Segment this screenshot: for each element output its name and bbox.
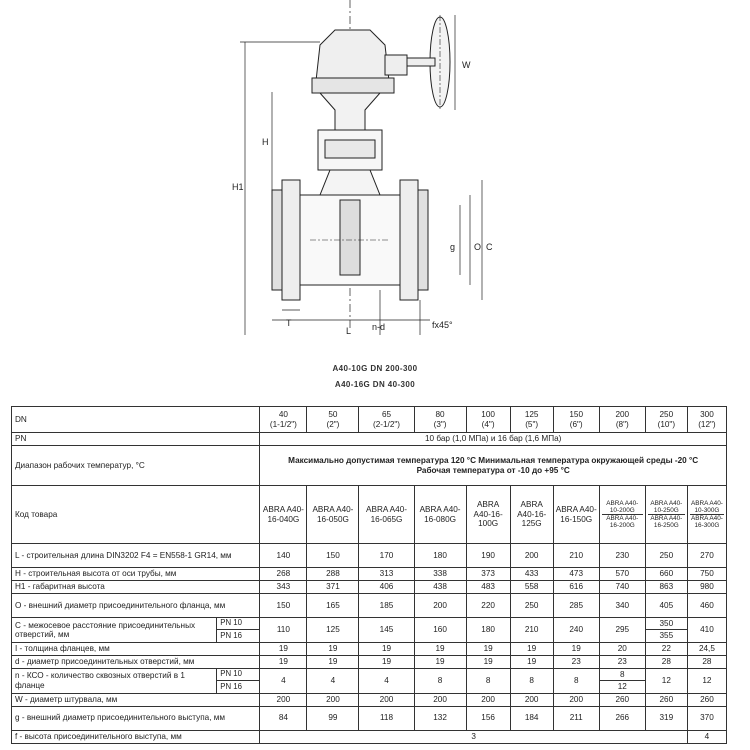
table-cell: 410 xyxy=(687,618,726,643)
table-cell: 210 xyxy=(510,618,553,643)
temp-label: Диапазон рабочих температур, °C xyxy=(12,446,260,486)
row-label-g: g - внешний диаметр присоединительного выступа, мм xyxy=(12,706,260,730)
dim-label-g: g xyxy=(450,242,456,252)
table-cell: 28 xyxy=(687,655,726,668)
dn-label: DN xyxy=(12,407,260,433)
table-cell: 180 xyxy=(414,544,466,568)
table-row xyxy=(12,693,727,706)
table-cell: 19 xyxy=(359,642,414,655)
dim-label-H: H xyxy=(262,137,269,147)
table-cell: 210 xyxy=(553,544,599,568)
table-cell: 371 xyxy=(307,581,359,594)
table-cell: 270 xyxy=(687,544,726,568)
table-cell: 19 xyxy=(466,642,510,655)
table-cell: 250 xyxy=(510,594,553,618)
table-cell: 200 xyxy=(260,693,307,706)
table-cell: 740 xyxy=(599,581,645,594)
code-cell-split: ABRA A40-10-300G ABRA A40-16-300G xyxy=(687,486,726,544)
table-cell: 150 xyxy=(307,544,359,568)
dn-cell: 125 (5") xyxy=(510,407,553,433)
table-cell: 200 xyxy=(553,693,599,706)
table-cell: 285 xyxy=(553,594,599,618)
code-cell: ABRA A40-16-050G xyxy=(307,486,359,544)
table-cell: 750 xyxy=(687,568,726,581)
table-cell: 373 xyxy=(466,568,510,581)
table-cell: 980 xyxy=(687,581,726,594)
table-cell: 319 xyxy=(645,706,687,730)
table-row xyxy=(12,730,727,743)
table-cell: 24,5 xyxy=(687,642,726,655)
table-cell: 200 xyxy=(414,693,466,706)
table-cell: 145 xyxy=(359,618,414,643)
table-cell: 660 xyxy=(645,568,687,581)
row-label-W: W - диаметр штурвала, мм xyxy=(12,693,260,706)
table-cell: 19 xyxy=(466,655,510,668)
code-label: Код товара xyxy=(12,486,260,544)
pn10-label: PN 10 xyxy=(217,668,260,680)
table-cell: 185 xyxy=(359,594,414,618)
code-cell-split: ABRA A40-10-250G ABRA A40-16-250G xyxy=(645,486,687,544)
table-cell: 370 xyxy=(687,706,726,730)
table-cell: 8 xyxy=(466,668,510,693)
code-cell: ABRA A40-16-040G xyxy=(260,486,307,544)
table-cell: 19 xyxy=(510,655,553,668)
table-cell: 863 xyxy=(645,581,687,594)
table-row xyxy=(12,446,727,486)
table-cell: 110 xyxy=(260,618,307,643)
table-cell: 22 xyxy=(645,642,687,655)
dim-label-T: T xyxy=(286,318,292,328)
table-cell: 483 xyxy=(466,581,510,594)
table-row xyxy=(12,668,727,680)
table-cell: 4 xyxy=(687,730,726,743)
table-row xyxy=(12,544,727,568)
dn-cell: 65 (2-1/2") xyxy=(359,407,414,433)
table-cell: 200 xyxy=(510,693,553,706)
table-cell: 180 xyxy=(466,618,510,643)
valve-bonnet-icon xyxy=(318,93,382,195)
table-cell: 200 xyxy=(307,693,359,706)
table-cell: 338 xyxy=(414,568,466,581)
dn-cell: 80 (3") xyxy=(414,407,466,433)
table-row xyxy=(12,407,727,433)
table-cell: 4 xyxy=(359,668,414,693)
table-cell: 160 xyxy=(414,618,466,643)
table-cell: 558 xyxy=(510,581,553,594)
table-row xyxy=(12,568,727,581)
table-row xyxy=(12,618,727,630)
pn16-label: PN 16 xyxy=(217,681,260,693)
code-cell: ABRA A40-16-100G xyxy=(466,486,510,544)
table-cell: 3 xyxy=(260,730,688,743)
dn-cell: 100 (4") xyxy=(466,407,510,433)
table-cell: 140 xyxy=(260,544,307,568)
table-cell: 313 xyxy=(359,568,414,581)
table-cell: 12 xyxy=(599,681,645,693)
table-cell: 170 xyxy=(359,544,414,568)
specification-table xyxy=(11,406,727,744)
code-cell: ABRA A40-16-125G xyxy=(510,486,553,544)
table-row xyxy=(12,594,727,618)
row-label-L: L - строительная длина DIN3202 F4 = EN558-1 GR14, мм xyxy=(12,544,260,568)
table-cell: 4 xyxy=(260,668,307,693)
pn-value: 10 бар (1,0 МПа) и 16 бар (1,6 МПа) xyxy=(260,433,727,446)
pn10-label: PN 10 xyxy=(217,618,260,630)
dim-label-fx45: fx45° xyxy=(432,320,453,330)
table-cell: 19 xyxy=(307,655,359,668)
dim-label-O: O xyxy=(474,242,482,252)
table-cell: 616 xyxy=(553,581,599,594)
table-cell: 200 xyxy=(414,594,466,618)
table-cell: 350 xyxy=(645,618,687,630)
table-cell: 19 xyxy=(510,642,553,655)
table-cell: 190 xyxy=(466,544,510,568)
table-cell: 125 xyxy=(307,618,359,643)
dn-cell: 200 (8") xyxy=(599,407,645,433)
table-cell: 438 xyxy=(414,581,466,594)
table-cell: 460 xyxy=(687,594,726,618)
table-cell: 19 xyxy=(414,642,466,655)
table-cell: 8 xyxy=(599,668,645,680)
row-label-n: n - КСО - количество сквозных отверстий в 1 фланце xyxy=(12,668,217,693)
table-cell: 184 xyxy=(510,706,553,730)
table-cell: 200 xyxy=(510,544,553,568)
table-cell: 19 xyxy=(260,655,307,668)
temp-value: Максимально допустимая температура 120 °C Минимальная температура окружающей среды -20 °C Рабочая температура от -10 до +95 °C xyxy=(260,446,727,486)
table-cell: 4 xyxy=(307,668,359,693)
table-cell: 118 xyxy=(359,706,414,730)
table-cell: 240 xyxy=(553,618,599,643)
table-row xyxy=(12,581,727,594)
row-label-H: H - строительная высота от оси трубы, мм xyxy=(12,568,260,581)
code-cell-split: ABRA A40-10-200G ABRA A40-16-200G xyxy=(599,486,645,544)
table-cell: 343 xyxy=(260,581,307,594)
dim-label-H1: H1 xyxy=(232,182,244,192)
dim-label-nd: n-d xyxy=(372,322,386,332)
table-row xyxy=(12,486,727,544)
table-cell: 260 xyxy=(645,693,687,706)
row-label-f: f - высота присоединительного выступа, мм xyxy=(12,730,260,743)
table-cell: 340 xyxy=(599,594,645,618)
dn-cell: 250 (10") xyxy=(645,407,687,433)
table-row xyxy=(12,706,727,730)
table-cell: 288 xyxy=(307,568,359,581)
table-cell: 99 xyxy=(307,706,359,730)
table-cell: 570 xyxy=(599,568,645,581)
table-row xyxy=(12,642,727,655)
row-label-C: C - межосевое расстояние присоединительных отверстий, мм xyxy=(12,618,217,643)
table-row xyxy=(12,433,727,446)
dn-cell: 40 (1-1/2") xyxy=(260,407,307,433)
table-cell: 19 xyxy=(553,642,599,655)
table-cell: 266 xyxy=(599,706,645,730)
dim-label-L: L xyxy=(346,326,352,336)
table-cell: 295 xyxy=(599,618,645,643)
valve-body-icon xyxy=(272,180,428,300)
table-cell: 8 xyxy=(553,668,599,693)
table-cell: 433 xyxy=(510,568,553,581)
table-cell: 19 xyxy=(260,642,307,655)
code-cell: ABRA A40-16-080G xyxy=(414,486,466,544)
gearbox-icon xyxy=(312,30,407,93)
table-cell: 132 xyxy=(414,706,466,730)
dn-cell: 300 (12") xyxy=(687,407,726,433)
code-cell: ABRA A40-16-150G xyxy=(553,486,599,544)
table-cell: 260 xyxy=(687,693,726,706)
table-cell: 8 xyxy=(510,668,553,693)
dn-cell: 50 (2") xyxy=(307,407,359,433)
row-label-O: O - внешний диаметр присоединительного фланца, мм xyxy=(12,594,260,618)
row-label-d: d - диаметр присоединительных отверстий, мм xyxy=(12,655,260,668)
table-cell: 19 xyxy=(359,655,414,668)
table-cell: 23 xyxy=(599,655,645,668)
table-cell: 260 xyxy=(599,693,645,706)
table-cell: 250 xyxy=(645,544,687,568)
table-cell: 268 xyxy=(260,568,307,581)
table-cell: 211 xyxy=(553,706,599,730)
table-cell: 12 xyxy=(687,668,726,693)
drawing-caption-1: A40-10G DN 200-300 xyxy=(332,364,418,373)
table-cell: 355 xyxy=(645,630,687,642)
dim-label-C: C xyxy=(486,242,493,252)
code-cell: ABRA A40-16-065G xyxy=(359,486,414,544)
table-cell: 220 xyxy=(466,594,510,618)
table-row xyxy=(12,655,727,668)
table-cell: 19 xyxy=(307,642,359,655)
table-cell: 28 xyxy=(645,655,687,668)
dn-cell: 150 (6") xyxy=(553,407,599,433)
table-cell: 165 xyxy=(307,594,359,618)
handwheel-icon xyxy=(405,15,450,110)
table-cell: 20 xyxy=(599,642,645,655)
pn16-label: PN 16 xyxy=(217,630,260,642)
pn-label: PN xyxy=(12,433,260,446)
table-cell: 8 xyxy=(414,668,466,693)
dim-label-W: W xyxy=(462,60,471,70)
table-cell: 12 xyxy=(645,668,687,693)
table-cell: 23 xyxy=(553,655,599,668)
table-cell: 84 xyxy=(260,706,307,730)
table-cell: 406 xyxy=(359,581,414,594)
table-cell: 473 xyxy=(553,568,599,581)
table-cell: 230 xyxy=(599,544,645,568)
table-cell: 150 xyxy=(260,594,307,618)
drawing-caption-2: A40-16G DN 40-300 xyxy=(334,380,416,389)
table-cell: 156 xyxy=(466,706,510,730)
table-cell: 200 xyxy=(466,693,510,706)
row-label-H1: H1 - габаритная высота xyxy=(12,581,260,594)
row-label-I: I - толщина фланцев, мм xyxy=(12,642,260,655)
table-cell: 19 xyxy=(414,655,466,668)
table-cell: 200 xyxy=(359,693,414,706)
table-cell: 405 xyxy=(645,594,687,618)
